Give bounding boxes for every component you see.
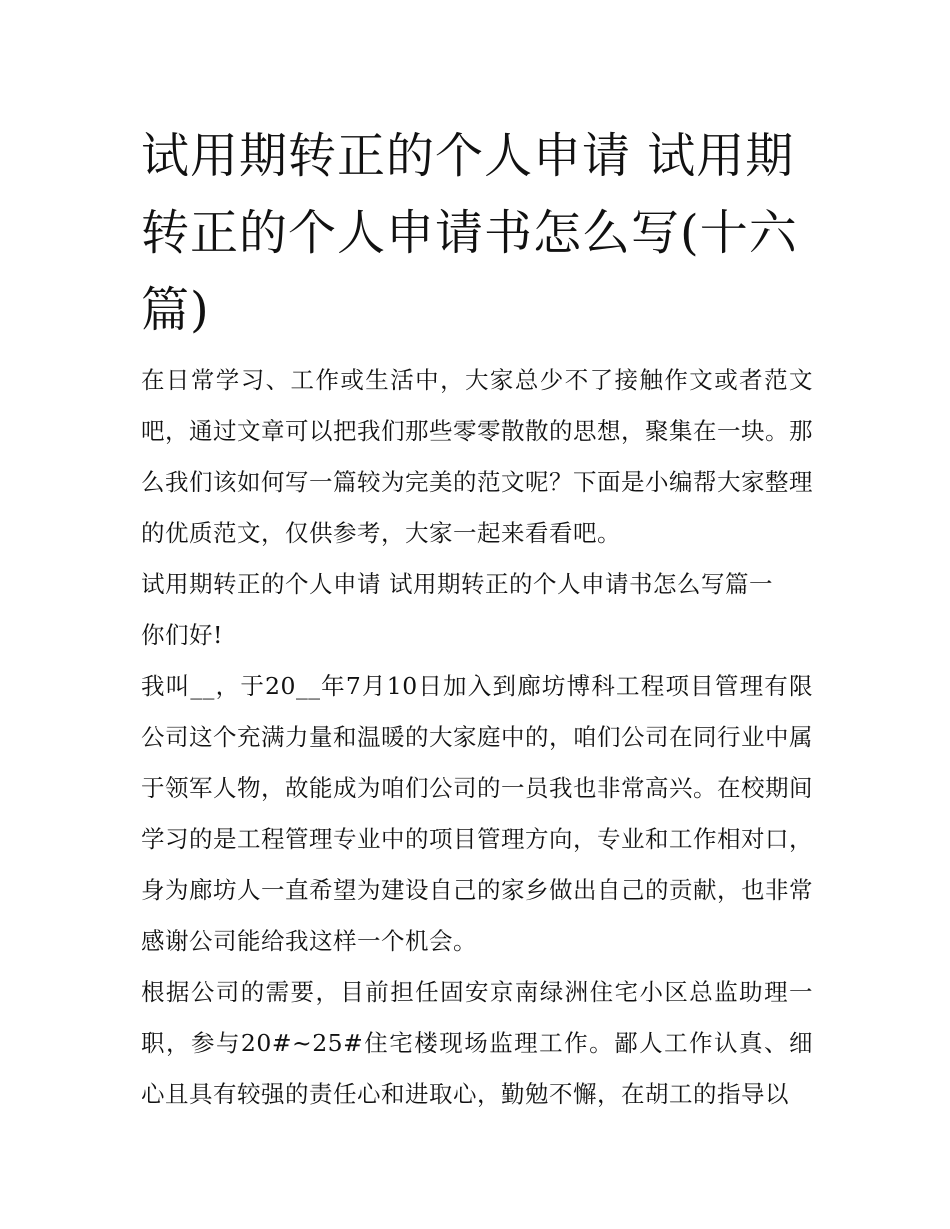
document-title: 试用期转正的个人申请 试用期转正的个人申请书怎么写(十六篇) xyxy=(141,128,798,338)
body-paragraph: 我叫__，于20__年7月10日加入到廊坊博科工程项目管理有限公司这个充满力量和温暖的大家庭中的，咱们公司在同行业中属于领军人物，故能成为咱们公司的一员我也非常高兴。在校期间学习的是工程管理专业中的项目管理方向，专业和工作相对口，身为廊坊人一直希望为建设自己的家乡做出自己的贡献，也非常感谢公司能给我这样一个机会。 xyxy=(141,672,813,955)
document-body xyxy=(141,118,813,1120)
section-heading: 试用期转正的个人申请 试用期转正的个人申请书怎么写篇一 xyxy=(141,570,773,598)
intro-paragraph: 在日常学习、工作或生活中，大家总少不了接触作文或者范文吧，通过文章可以把我们那些零零散散的思想，聚集在一块。那么我们该如何写一篇较为完美的范文呢？下面是小编帮大家整理的优质范文，仅供参考，大家一起来看看吧。 xyxy=(141,366,813,547)
greeting-paragraph: 你们好! xyxy=(141,621,223,649)
body-paragraph: 根据公司的需要，目前担任固安京南绿洲住宅小区总监助理一职，参与20#~25#住宅楼现场监理工作。鄙人工作认真、细心且具有较强的责任心和进取心，勤勉不懈，在胡工的指导以 xyxy=(141,978,813,1108)
